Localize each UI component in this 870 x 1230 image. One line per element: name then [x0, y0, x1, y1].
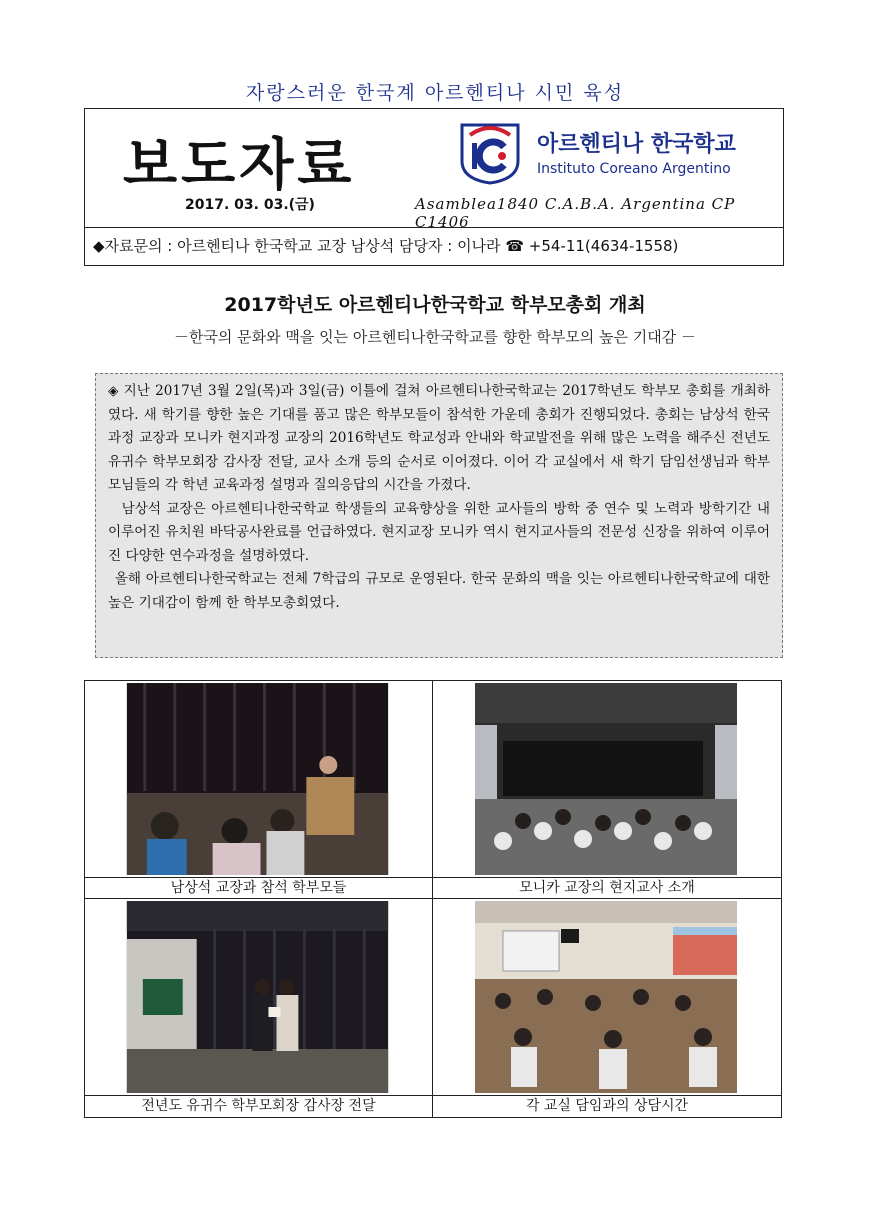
school-logo-icon [458, 121, 522, 185]
press-release-title: 보도자료 [123, 133, 356, 198]
photo-certificate-presentation [85, 899, 432, 1095]
header-top [85, 109, 783, 231]
release-date: 2017. 03. 03.(금) [185, 197, 315, 213]
photo-cell [85, 899, 433, 1117]
contact-info: ◆자료문의 : 아르헨티나 한국학교 교장 남상석 담당자 : 이나라 ☎ +54-11(4634-1558) [85, 227, 783, 265]
photo-caption: 남상석 교장과 참석 학부모들 [85, 877, 432, 900]
photo-cell [433, 681, 781, 899]
photo-cell [85, 681, 433, 899]
slogan: 자랑스러운 한국계 아르헨티나 시민 육성 [245, 82, 625, 104]
photo-principal-and-parents [85, 681, 432, 877]
headline: 2017학년도 아르헨티나한국학교 학부모총회 개최 [224, 294, 646, 316]
photo-caption: 전년도 유귀수 학부모회장 감사장 전달 [85, 1095, 432, 1118]
photo-caption: 각 교실 담임과의 상담시간 [433, 1095, 781, 1118]
article-paragraph: ◈ 지난 2017년 3월 2일(목)과 3일(금) 이틀에 걸쳐 아르헨티나한국학교는 2017학년도 학부모 총회를 개최하였다. 새 학기를 향한 높은 기대를 품고 많은 학부모들이 참석한 가운데 총회가 진행되었다. 총회는 남상석 한국과정 교장과 모니카 현지과정 교장의 2016학년도 학교성과 안내와 학교발전을 위해 많은 노력을 해주신 전년도 유귀수 학부모회장 감사장 전달, 교사 소개 등의 순서로 이어졌다. 이어 각 교실에서 새 학기 담임선생님과 학부모님들의 각 학년 교육과정 설명과 질의응답의 시간을 가졌다. [108, 383, 770, 493]
school-name-korean: 아르헨티나 한국학교 [537, 132, 736, 157]
press-release-header [84, 108, 784, 266]
photo-teacher-introduction [433, 681, 781, 877]
header-title-area [85, 109, 385, 227]
article-body [95, 373, 783, 658]
school-name-spanish: Instituto Coreano Argentino [537, 161, 731, 177]
subheadline: －한국의 문화와 맥을 잇는 아르헨티나한국학교를 향한 학부모의 높은 기대감 － [173, 328, 697, 346]
article-paragraph: 올해 아르헨티나한국학교는 전체 7학급의 규모로 운영된다. 한국 문화의 맥을 잇는 아르헨티나한국학교에 대한 높은 기대감이 함께 한 학부모총회였다. [108, 571, 770, 611]
photo-classroom-consultation [433, 899, 781, 1095]
article-paragraph: 남상석 교장은 아르헨티나한국학교 학생들의 교육향상을 위한 교사들의 방학 중 연수 및 노력과 방학기간 내 이루어진 유치원 바닥공사완료를 언급하였다. 현지교장 모니카 역시 현지교사들의 전문성 신장을 위하여 이루어진 다양한 연수과정을 설명하였다. [108, 500, 770, 564]
school-address: Asamblea1840 C.A.B.A. Argentina CP C1406 [415, 195, 736, 231]
photo-cell [433, 899, 781, 1117]
photo-caption: 모니카 교장의 현지교사 소개 [433, 877, 781, 900]
photo-grid [84, 680, 782, 1118]
